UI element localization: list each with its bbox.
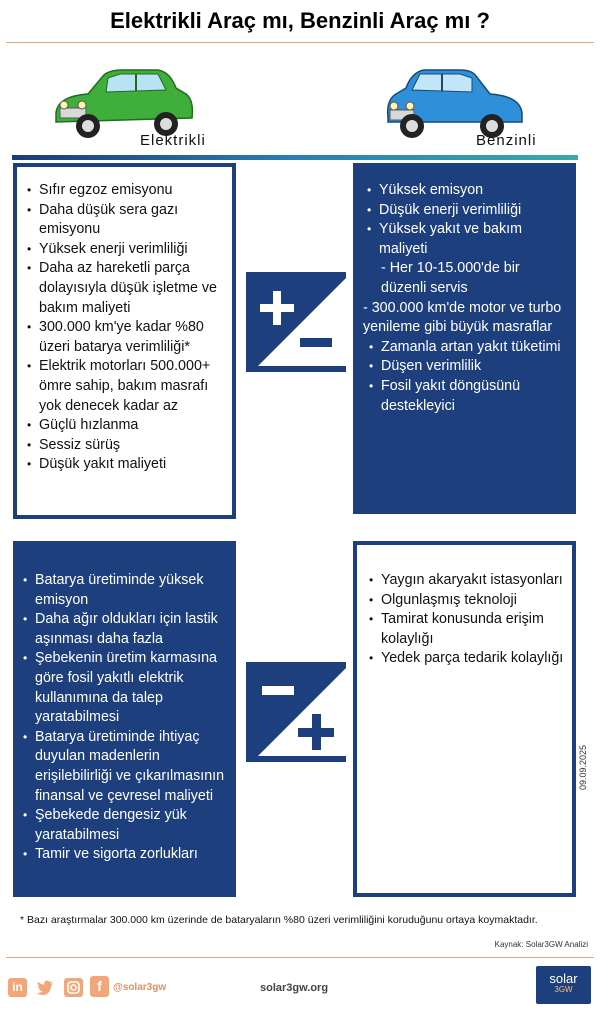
list-item: • Daha düşük sera gazı emisyonu [27, 201, 224, 240]
petrol-pros-box [353, 541, 576, 897]
petrol-label: Benzinli [476, 132, 537, 149]
petrol-cons-list-2 [363, 338, 568, 416]
list-item: • Elektrik motorları 500.000+ ömre sahip, bakım masrafı yok denecek kadar az [27, 357, 224, 416]
electric-pros-list [27, 181, 224, 475]
solar3gw-logo [536, 966, 591, 1004]
list-item: • Tamir ve sigorta zorlukları [23, 845, 228, 865]
gradient-divider [12, 155, 578, 160]
plus-minus-icon [246, 272, 346, 372]
electric-cons-box [13, 541, 236, 897]
minus-plus-icon [246, 662, 346, 762]
petrol-pros-list [369, 571, 564, 669]
list-item: • Düşük yakıt maliyeti [27, 455, 224, 475]
instagram-icon[interactable] [64, 978, 83, 997]
list-item: • Tamirat konusunda erişim kolaylığı [369, 610, 564, 649]
source-note: Kaynak: Solar3GW Analizi [494, 940, 588, 949]
list-item: • Fosil yakıt döngüsünü destekleyici [369, 377, 568, 416]
list-item: • Sıfır egzoz emisyonu [27, 181, 224, 201]
list-item: • Düşen verimlilik [369, 357, 568, 377]
electric-cons-list [23, 571, 228, 865]
petrol-cons-box [353, 163, 576, 514]
maintenance-detail-1: - Her 10-15.000'de bir düzenli servis [381, 260, 520, 296]
electric-label: Elektrikli [140, 132, 206, 149]
maintenance-detail-2: - 300.000 km'de motor ve turbo yenileme gibi büyük masraflar [363, 299, 562, 336]
list-item: • Zamanla artan yakıt tüketimi [369, 338, 568, 358]
social-handle[interactable]: @solar3gw [113, 982, 167, 993]
list-item: • Yüksek enerji verimliliği [27, 240, 224, 260]
list-item: • Batarya üretiminde ihtiyaç duyulan madenlerin erişilebilirliği ve çıkarılmasının finansal ve çevresel maliyeti [23, 728, 228, 806]
list-item: • Düşük enerji verimliliği [367, 201, 568, 221]
logo-subtext: 3GW [554, 985, 573, 994]
linkedin-icon[interactable]: in [8, 978, 27, 997]
list-item: • Yüksek yakıt ve bakım maliyeti [367, 220, 568, 259]
list-item: • Olgunlaşmış teknoloji [369, 591, 564, 611]
list-item: • Yaygın akaryakıt istasyonları [369, 571, 564, 591]
logo-text: solar [549, 971, 578, 986]
page-title: Elektrikli Araç mı, Benzinli Araç mı ? [110, 8, 490, 33]
bottom-divider [6, 957, 594, 958]
list-item: • Şebekenin üretim karmasına göre fosil yakıtlı elektrik kullanımına da talep yaratabilmesi [23, 649, 228, 727]
list-item: • Şebekede dengesiz yük yaratabilmesi [23, 806, 228, 845]
footnote: * Bazı araştırmalar 300.000 km üzerinde de bataryaların %80 üzeri verimliliğini koruduğunu ortaya koymaktadır. [20, 914, 538, 926]
twitter-icon[interactable] [36, 978, 55, 997]
list-item: • Daha ağır oldukları için lastik aşınması daha fazla [23, 610, 228, 649]
list-item: • Yedek parça tedarik kolaylığı [369, 649, 564, 669]
electric-pros-box [13, 163, 236, 519]
list-item: • Yüksek emisyon [367, 181, 568, 201]
list-item: • Daha az hareketli parça dolayısıyla düşük işletme ve bakım maliyeti [27, 259, 224, 318]
website-link[interactable]: solar3gw.org [260, 982, 329, 994]
list-item: • 300.000 km'ye kadar %80 üzeri batarya verimliliği* [27, 318, 224, 357]
list-item: • Batarya üretiminde yüksek emisyon [23, 571, 228, 610]
list-item: • Güçlü hızlanma [27, 416, 224, 436]
petrol-cons-list [363, 181, 568, 259]
top-divider [6, 42, 594, 43]
facebook-icon[interactable]: f [90, 976, 109, 997]
date-stamp: 09.09.2025 [578, 744, 588, 790]
list-item: • Sessiz sürüş [27, 436, 224, 456]
